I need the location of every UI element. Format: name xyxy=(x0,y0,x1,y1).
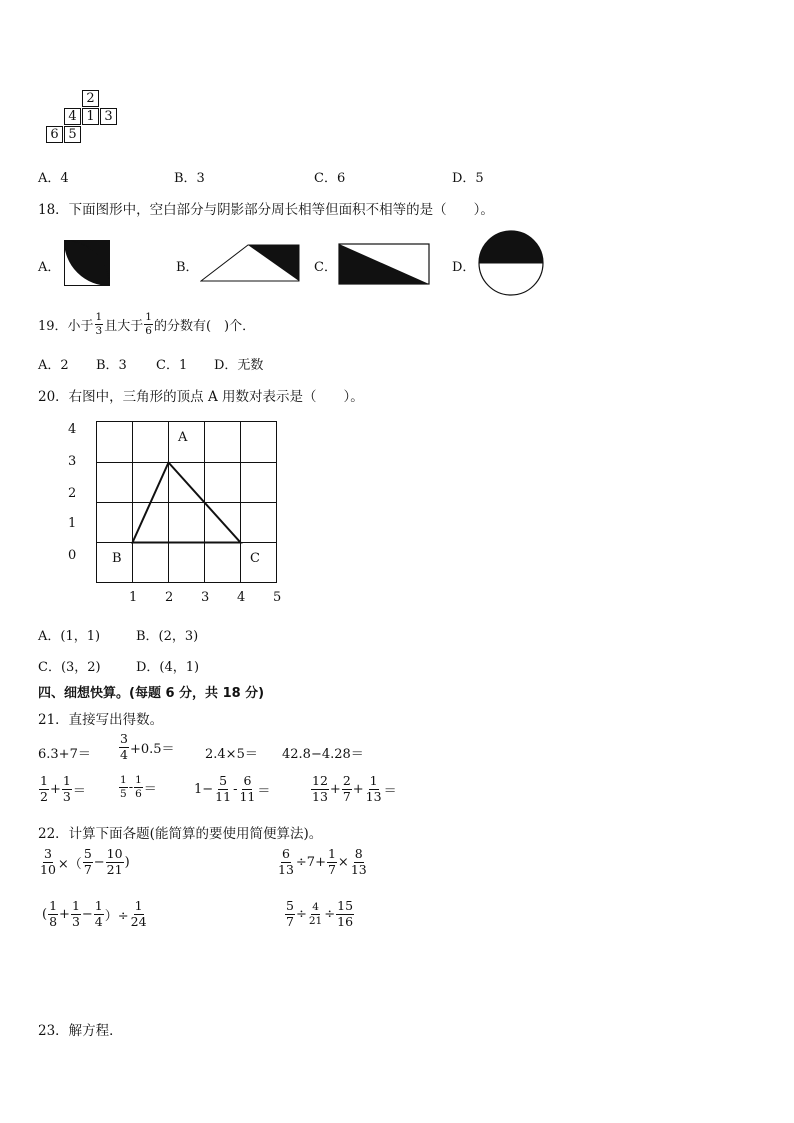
q17-option-b[interactable]: B．3 xyxy=(174,171,205,186)
q21-text: 21．直接写出得数。 xyxy=(38,712,164,728)
section-title: 四、细想快算。(每题 6 分，共 18 分) xyxy=(38,686,265,701)
q22-expr-3: ( $\frac{1}{8}$ + $\frac{1}{3}$ − $\frac{1}{4}$ ）÷ $\frac{1}{24}$ xyxy=(42,898,147,929)
q21-expr-4: 42.8−4.28＝ xyxy=(282,747,364,762)
fraction: $\frac{3}{4}$ xyxy=(120,731,128,762)
q22-text: 22．计算下面各题(能简算的要使用简便算法)。 xyxy=(38,826,323,842)
q21-expr-3: 2.4×5＝ xyxy=(205,747,258,762)
net-cell: 5 xyxy=(64,126,81,143)
q18-label-d[interactable]: D． xyxy=(452,260,476,275)
q20-option-b[interactable]: B．(2，3) xyxy=(136,629,199,644)
net-cell: 6 xyxy=(46,126,63,143)
q19-prefix: 19．小于 xyxy=(38,318,94,334)
q19-mid: 且大于 xyxy=(104,318,144,334)
q21-expr-1: 6.3+7＝ xyxy=(38,747,91,762)
point-label-b: B xyxy=(112,551,122,566)
q22-expr-1: $\frac{3}{10}$ ×（ $\frac{5}{7}$ − $\frac{10}{21}$ ) xyxy=(40,846,130,877)
y-label: 2 xyxy=(68,486,77,501)
fraction: $\frac{1}{3}$ xyxy=(95,311,103,337)
q20-option-d[interactable]: D．(4，1) xyxy=(136,660,200,675)
q17-option-d[interactable]: D．5 xyxy=(452,171,484,186)
q19-option-a[interactable]: A．2 xyxy=(38,358,69,373)
q19-option-b[interactable]: B．3 xyxy=(96,358,127,373)
q22-expr-4: $\frac{5}{7}$ ÷ $\frac{4}{21}$ ÷ $\frac{15}{16}$ xyxy=(286,898,354,929)
q21-expr-2: $\frac{3}{4}$ +0.5＝ xyxy=(120,731,175,762)
q19-option-c[interactable]: C．1 xyxy=(156,358,188,373)
q19-suffix: 的分数有( )个． xyxy=(153,318,256,334)
x-label: 5 xyxy=(273,590,282,605)
point-label-a: A xyxy=(178,430,188,445)
q18-label-b[interactable]: B． xyxy=(176,260,199,275)
net-cell: 4 xyxy=(64,108,81,125)
x-label: 2 xyxy=(165,590,174,605)
net-cell: 1 xyxy=(82,108,99,125)
net-cell: 2 xyxy=(82,90,99,107)
q18-figure-c[interactable] xyxy=(338,243,430,285)
x-label: 1 xyxy=(129,590,138,605)
q17-option-a[interactable]: A．4 xyxy=(38,171,69,186)
q21-expr-8: $\frac{12}{13}$ + $\frac{2}{7}$ + $\frac{1}{13}$ ＝ xyxy=(312,773,397,804)
x-label: 3 xyxy=(201,590,210,605)
q18-text: 18．下面图形中，空白部分与阴影部分周长相等但面积不相等的是（ ）。 xyxy=(38,202,494,218)
net-cell: 3 xyxy=(100,108,117,125)
q21-expr-6: $\frac{1}{5}$ - $\frac{1}{6}$ ＝ xyxy=(120,774,157,800)
x-label: 4 xyxy=(237,590,246,605)
y-label: 0 xyxy=(68,548,77,563)
y-label: 1 xyxy=(68,516,77,531)
q19-option-d[interactable]: D．无数 xyxy=(214,358,264,373)
q23-text: 23．解方程． xyxy=(38,1023,123,1039)
y-label: 3 xyxy=(68,454,77,469)
q20-option-a[interactable]: A．(1，1) xyxy=(38,629,101,644)
q18-figure-b[interactable] xyxy=(200,244,300,282)
q18-figure-d[interactable] xyxy=(476,230,546,300)
q18-label-a[interactable]: A． xyxy=(38,260,61,275)
q20-option-c[interactable]: C．(3，2) xyxy=(38,660,101,675)
q21-expr-7: 1− $\frac{5}{11}$ - $\frac{6}{11}$ ＝ xyxy=(194,773,271,804)
fraction: $\frac{1}{6}$ xyxy=(145,311,152,337)
y-label: 4 xyxy=(68,422,77,437)
q18-figure-a[interactable] xyxy=(64,240,110,286)
point-label-c: C xyxy=(250,551,260,566)
q21-expr-5: $\frac{1}{2}$ + $\frac{1}{3}$ ＝ xyxy=(40,773,86,804)
q19-text xyxy=(38,312,255,336)
q17-option-c[interactable]: C．6 xyxy=(314,171,346,186)
q18-label-c[interactable]: C． xyxy=(314,260,337,275)
q22-expr-2: $\frac{6}{13}$ ÷7+ $\frac{1}{7}$ × $\frac{8}{13}$ xyxy=(278,846,367,877)
q20-text: 20．右图中，三角形的顶点 A 用数对表示是（ ）。 xyxy=(38,389,364,405)
